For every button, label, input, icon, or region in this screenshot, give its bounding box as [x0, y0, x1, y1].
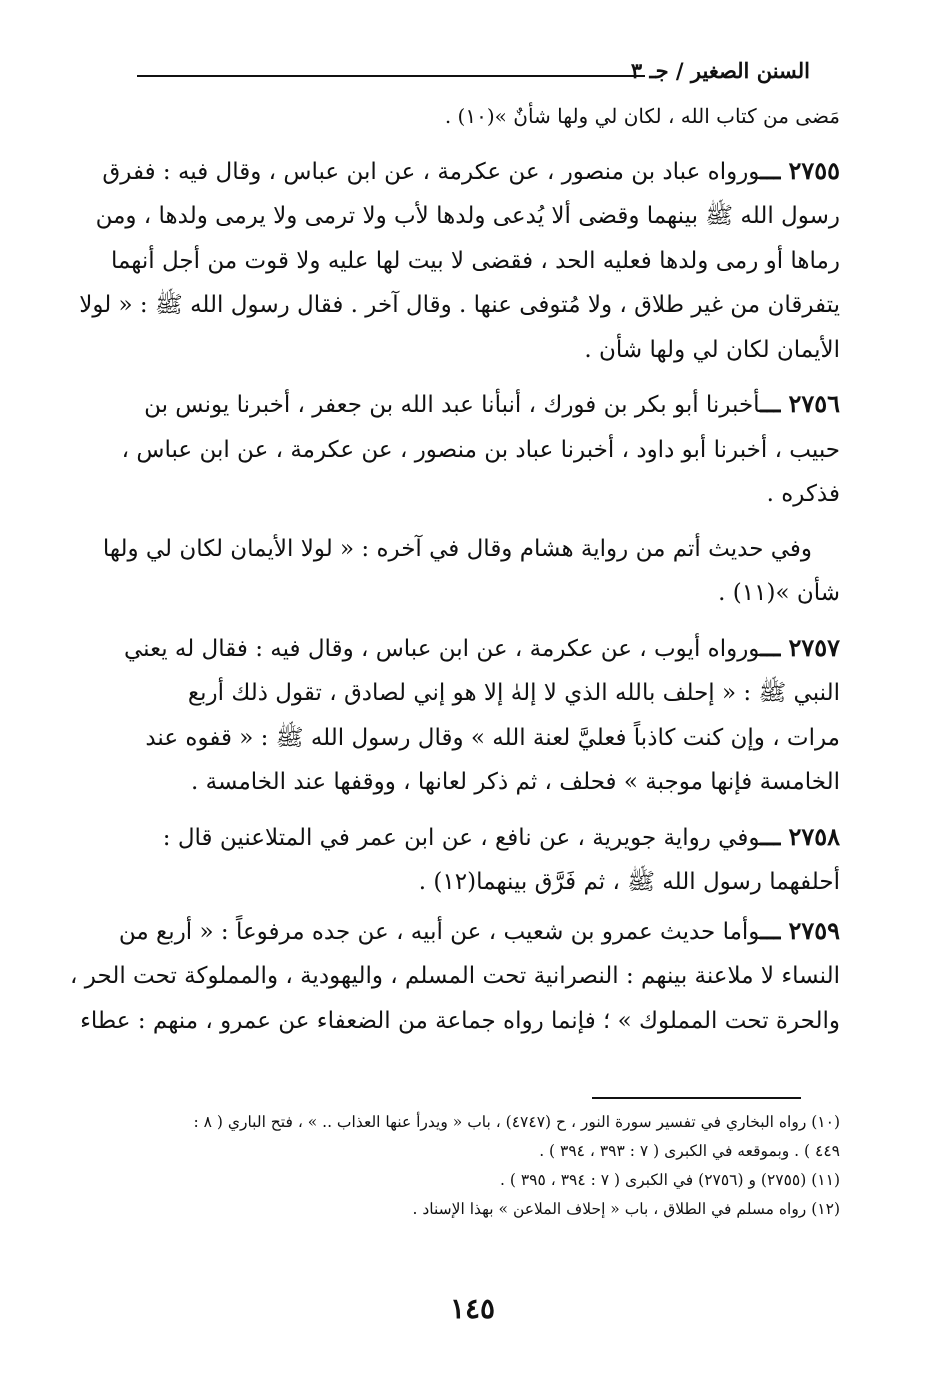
hadith-line: الخامسة فإنها موجبة » فحلف ، ثم ذكر لعانها ، ووقفها عند الخامسة . — [191, 769, 840, 795]
hadith-2755 — [79, 149, 840, 373]
narration-line: شأن »(١١) . — [718, 580, 840, 606]
footnote-line: (١٢) رواه مسلم في الطلاق ، باب « إحلاف الملاعن » بهذا الإسناد . — [412, 1200, 840, 1218]
hadith-line: الأيمان لكان لي ولها شأن . — [584, 336, 840, 363]
footnote-line: (١٠) رواه البخاري في تفسير سورة النور ، ح (٤٧٤٧) ، باب « ويدرأ عنها العذاب .. » ، فتح الباري ( ٨ : — [193, 1113, 840, 1131]
hadith-line: أحلفهما رسول الله ﷺ ، ثم فَرَّق بينهما(١٢) . — [418, 869, 840, 895]
hadith-line: يتفرقان من غير طلاق ، ولا مُتوفى عنها . وقال آخر . فقال رسول الله ﷺ : « لولا — [79, 292, 840, 318]
hadith-line: رماها أو رمى ولدها فعليه الحد ، فقضى لا بيت لها عليه ولا قوت من أجل أنهما — [110, 247, 840, 274]
narration-note — [102, 527, 840, 572]
hadith-number: ٢٧٥٧ — [788, 632, 840, 662]
hadith-line: رسول الله ﷺ بينهما وقضى ألا يُدعى ولدها لأب ولا ترمى ولا يرمى ولدها ، ومن — [95, 203, 840, 229]
hadith-line: ٢٧٥٦ ـــأخبرنا أبو بكر بن فورك ، أنبأنا عبد الله بن جعفر ، أخبرنا يونس بن — [144, 389, 840, 418]
hadith-number: ٢٧٥٦ — [788, 389, 840, 418]
header-rule — [137, 75, 645, 77]
continuation-line: مَضى من كتاب الله ، لكان لي ولها شأنٌ »(١٠) . — [444, 104, 840, 128]
hadith-line: ٢٧٥٧ ـــورواه أيوب ، عن عكرمة ، عن ابن عباس ، وقال فيه : فقال له يعني — [123, 632, 840, 662]
hadith-2758 — [135, 815, 840, 905]
hadith-number: ٢٧٥٨ — [788, 821, 840, 851]
hadith-line: والحرة تحت المملوك » ؛ فإنما رواه جماعة من الضعفاء عن عمرو ، منهم : عطاء — [80, 1007, 840, 1034]
hadith-line: النساء لا ملاعنة بينهم : النصرانية تحت المسلم ، واليهودية ، والمملوكة تحت الحر ، — [70, 963, 840, 989]
footnote-line: (١١) (٢٧٥٥) و (٢٧٥٦) في الكبرى ( ٧ : ٣٩٤ ، ٣٩٥ ) . — [500, 1171, 840, 1189]
hadith-line: ٢٧٥٥ ـــورواه عباد بن منصور ، عن عكرمة ، عن ابن عباس ، وقال فيه : ففرق — [102, 155, 840, 185]
hadith-2759 — [70, 909, 840, 1044]
running-header-title: السنن الصغير / جـ ٣ — [630, 58, 810, 83]
page-number: ١٤٥ — [449, 1292, 496, 1325]
hadith-line: فذكره . — [766, 481, 840, 507]
footnotes — [135, 1108, 840, 1224]
hadith-2757 — [123, 626, 840, 805]
hadith-2756 — [121, 382, 840, 517]
hadith-number: ٢٧٥٩ — [788, 915, 840, 945]
hadith-line: مرات ، وإن كنت كاذباً فعليَّ لعنة الله » وقال رسول الله ﷺ : « قفوه عند — [145, 724, 840, 751]
hadith-line: ٢٧٥٩ ـــوأما حديث عمرو بن شعيب ، عن أبيه ، عن جده مرفوعاً : « أربع من — [118, 915, 840, 945]
footnote-separator — [592, 1097, 801, 1099]
hadith-line: حبيب ، أخبرنا أبو داود ، أخبرنا عباد بن منصور ، عن عكرمة ، عن ابن عباس ، — [121, 436, 840, 463]
narration-line: وفي حديث أتم من رواية هشام وقال في آخره : « لولا الأيمان لكان لي ولها — [102, 535, 812, 562]
footnote-line: ٤٤٩ ) . وبموقعه في الكبرى ( ٧ : ٣٩٣ ، ٣٩٤ ) . — [539, 1142, 840, 1160]
hadith-line: ٢٧٥٨ ـــوفي رواية جويرية ، عن نافع ، عن ابن عمر في المتلاعنين قال : — [162, 821, 840, 851]
hadith-line: النبي ﷺ : « إحلف بالله الذي لا إلهٰ إلا هو إني لصادق ، تقول ذلك أربع — [187, 680, 840, 706]
body-text — [70, 94, 840, 1043]
hadith-number: ٢٧٥٥ — [788, 155, 840, 185]
